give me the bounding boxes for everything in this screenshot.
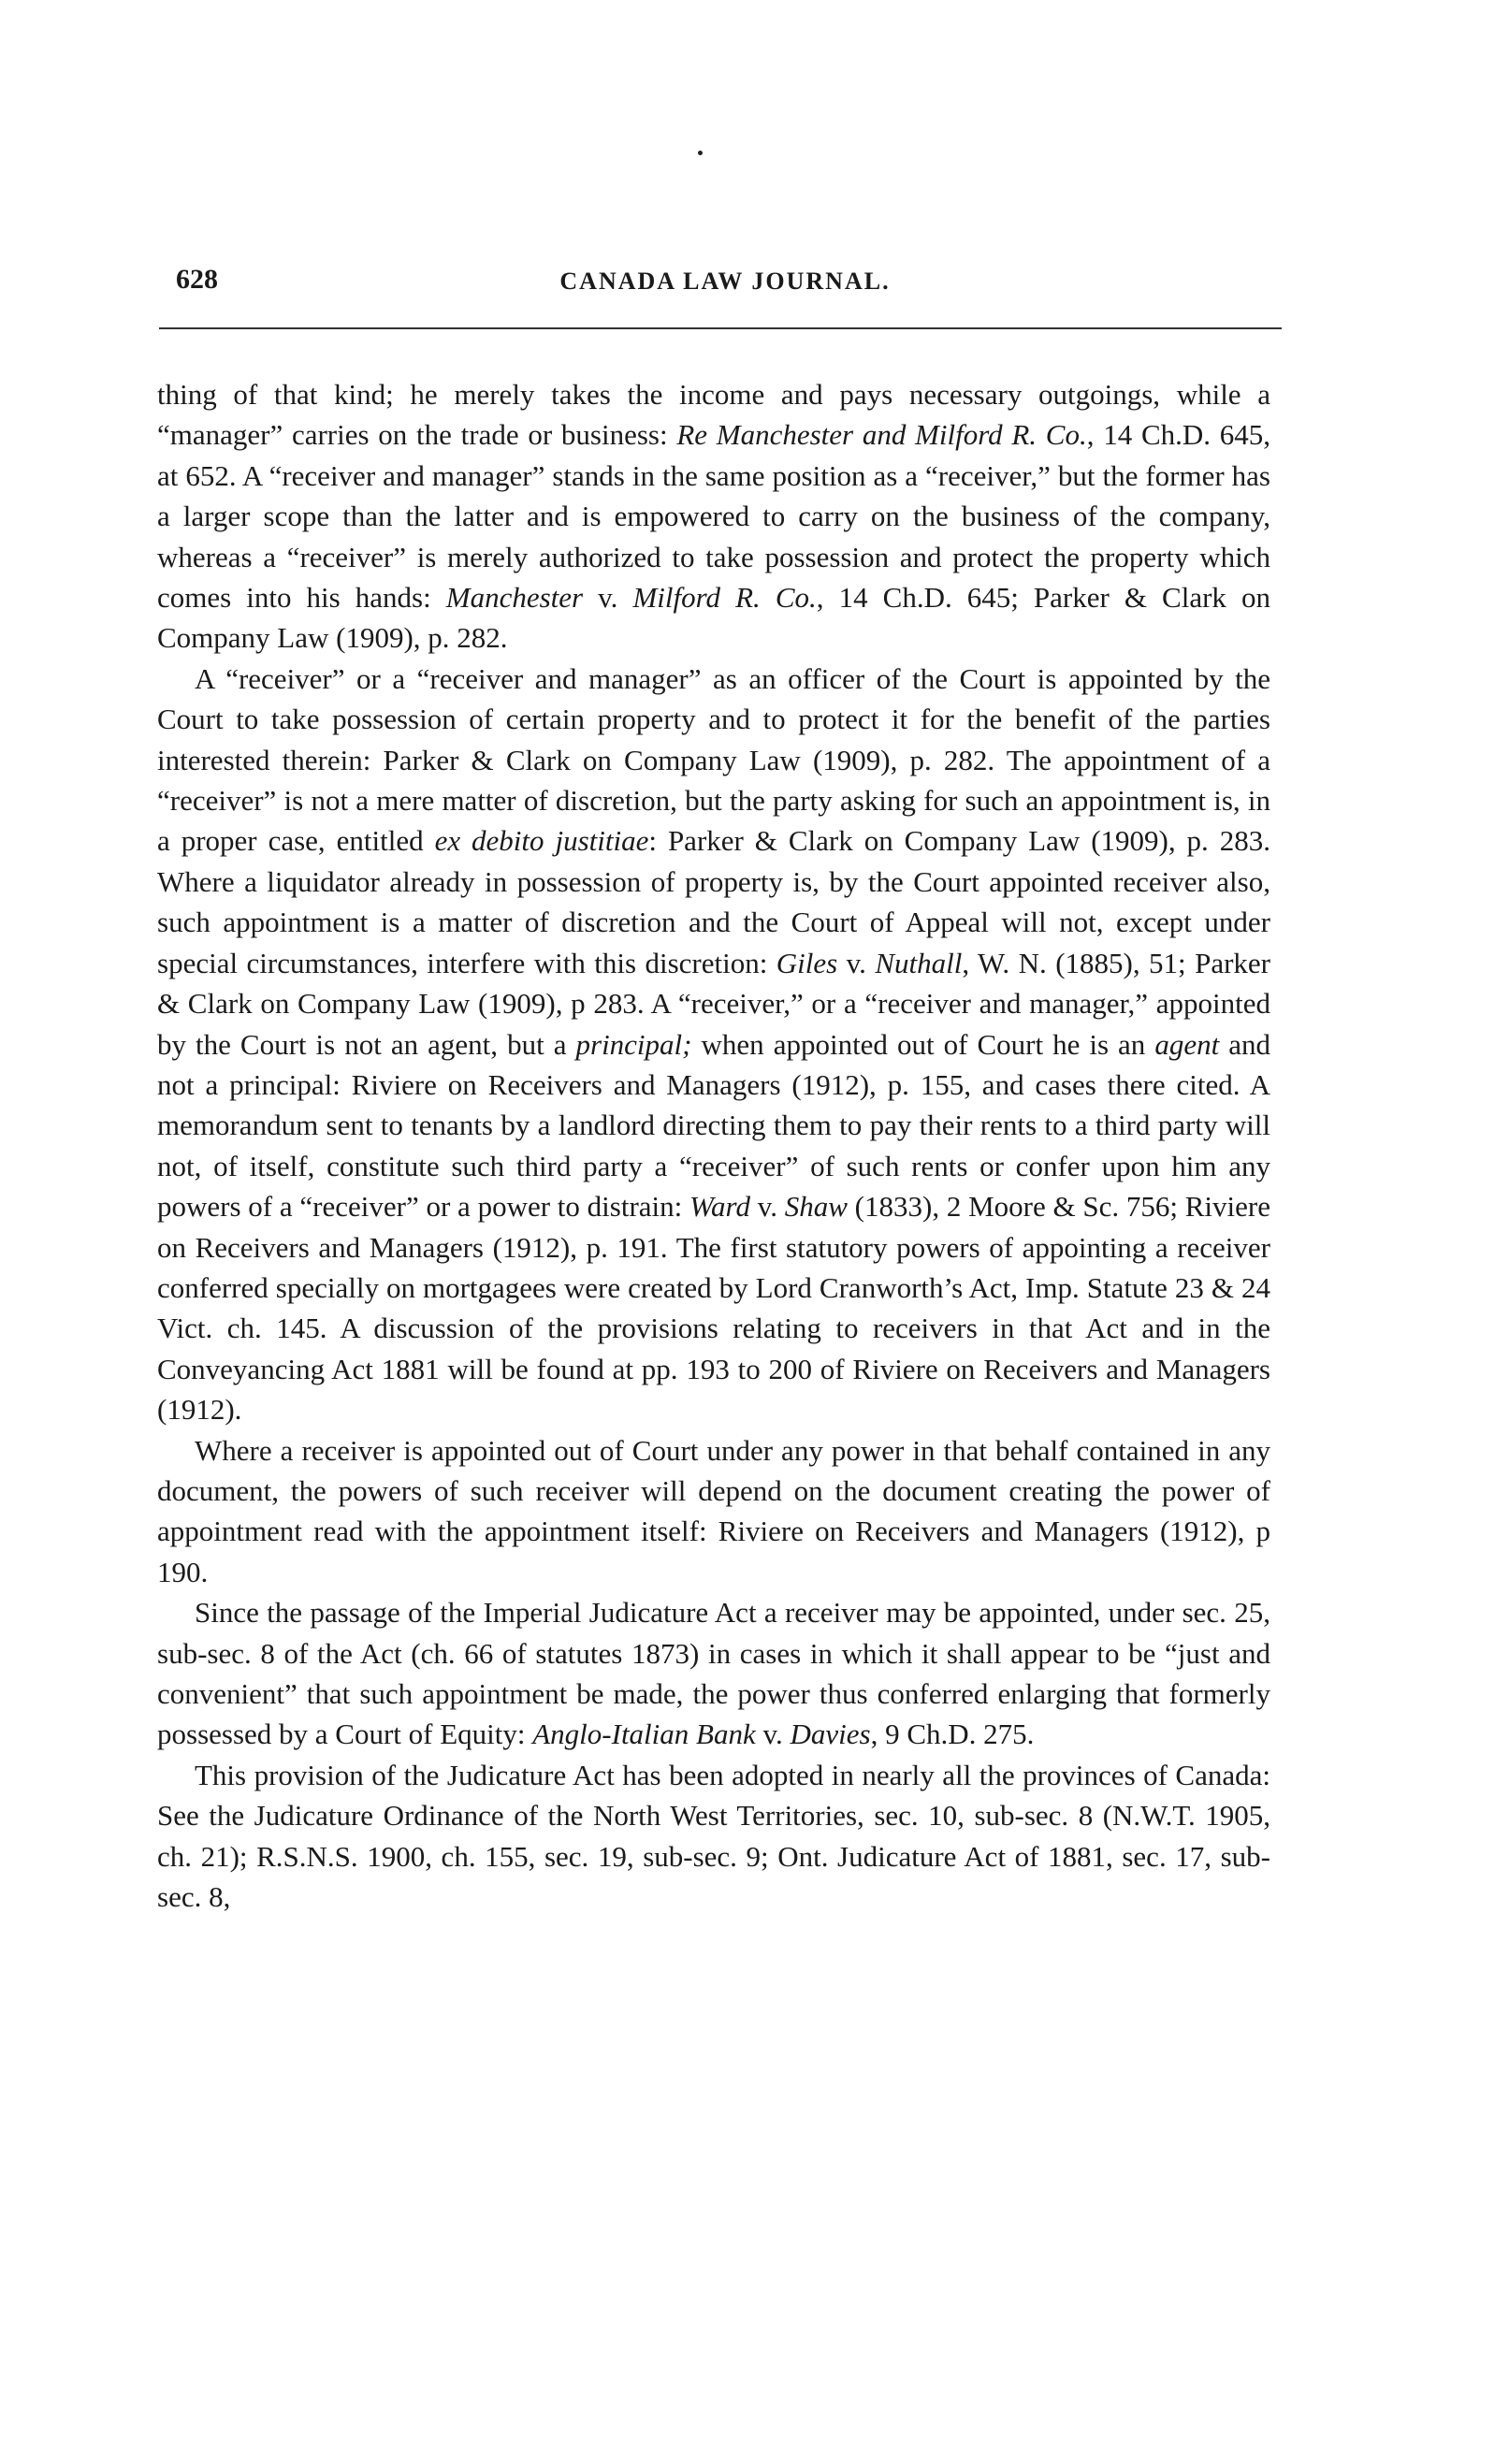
- case-citation-italic: Milford R. Co.: [632, 581, 817, 615]
- header-rule: [159, 327, 1282, 329]
- case-citation-italic: Davies: [790, 1718, 871, 1751]
- running-title: CANADA LAW JOURNAL.: [559, 268, 891, 295]
- case-citation-italic: principal;: [575, 1027, 692, 1061]
- paragraph-text: v.: [749, 1190, 785, 1224]
- case-citation-italic: Re Manchester and Milford R. Co.: [676, 418, 1087, 452]
- body-text: [157, 374, 1270, 1917]
- paragraph: [157, 1592, 1270, 1755]
- paragraph-text: thing of that kind; he merely takes the income and pays necessary outgoings, while a “manager” carries on the trade or business:: [157, 378, 1270, 452]
- case-citation-italic: ex debito justitiae: [434, 824, 649, 858]
- case-citation-italic: Shaw: [784, 1190, 848, 1224]
- paragraph-text: , 9 Ch.D. 275.: [870, 1718, 1035, 1751]
- case-citation-italic: Giles: [776, 946, 838, 979]
- paragraph-text: when appointed out of Court he is an: [691, 1027, 1155, 1061]
- paragraph: [157, 1430, 1270, 1593]
- case-citation-italic: agent: [1154, 1027, 1220, 1061]
- paragraph-text: v.: [755, 1718, 791, 1751]
- paragraph: [157, 374, 1270, 659]
- paragraph-text: This provision of the Judicature Act has been adopted in nearly all the provinces of Canada: See the Judicature Ordinance of the North West Territories, sec. 10, sub-sec. 8 (N.W.T. 1905, ch. 21); R.S.N.S. 1900, ch. 155, sec. 19, sub-sec. 9; Ont. Judicature Act of 1881, sec. 17, sub-sec. 8,: [157, 1758, 1270, 1914]
- paragraph-text: : Parker & Clark on Company Law (1909), p. 283. Where a liquidator already in possession of property is, by the Court appointed receiver also, such appointment is a matter of discretion and the Court of Appeal will not, except under special circumstances, interfere with this discretion:: [157, 824, 1271, 979]
- paragraph: [157, 659, 1270, 1430]
- page-header: [159, 264, 1291, 301]
- paragraph: [157, 1755, 1270, 1918]
- case-citation-italic: Manchester: [445, 581, 584, 615]
- paragraph-text: v.: [583, 581, 633, 615]
- paragraph-text: Since the passage of the Imperial Judicature Act a receiver may be appointed, under sec. 25, sub-sec. 8 of the Act (ch. 66 of statutes 1873) in cases in which it shall appear to be “just and convenient” that such appointment be made, the power thus conferred enlarging that formerly possessed by a Court of Equity:: [157, 1596, 1270, 1751]
- print-mark: [698, 151, 703, 155]
- paragraph-text: , 14 Ch.D. 645; Parker & Clark on Company Law (1909), p. 282.: [157, 581, 1270, 655]
- case-citation-italic: Nuthall: [875, 946, 963, 979]
- case-citation-italic: Anglo-Italian Bank: [532, 1718, 756, 1751]
- paragraph-text: and not a principal: Riviere on Receivers and Managers (1912), p. 155, and cases there cited. A memorandum sent to tenants by a landlord directing them to pay their rents to a third party will not, of itself, constitute such third party a “receiver” of such rents or confer upon him any powers of a “receiver” or a power to distrain:: [157, 1027, 1271, 1224]
- paragraph-text: (1833), 2 Moore & Sc. 756; Riviere on Receivers and Managers (1912), p. 191. The first statutory powers of appointing a receiver conferred specially on mortgagees were created by Lord Cranworth’s Act, Imp. Statute 23 & 24 Vict. ch. 145. A discussion of the provisions relating to receivers in that Act and in the Conveyancing Act 1881 will be found at pp. 193 to 200 of Riviere on Receivers and Managers (1912).: [157, 1190, 1270, 1427]
- paragraph-text: v.: [837, 946, 876, 979]
- case-citation-italic: Ward: [689, 1190, 750, 1224]
- paragraph-text: Where a receiver is appointed out of Court under any power in that behalf contained in any document, the powers of such receiver will depend on the document creating the power of appointment read with the appointment itself: Riviere on Receivers and Managers (1912), p 190.: [157, 1433, 1270, 1588]
- page-number: 628: [176, 264, 218, 295]
- paragraph-text: A “receiver” or a “receiver and manager” as an officer of the Court is appointed by the Court to take possession of certain property and to protect it for the benefit of the parties interested therein: Parker & Clark on Company Law (1909), p. 282. The appointment of a “receiver” is not a mere matter of discretion, but the party asking for such an appointment is, in a proper case, entitled: [157, 661, 1270, 858]
- paragraph-text: , 14 Ch.D. 645, at 652. A “receiver and manager” stands in the same position as a “receiver,” but the former has a larger scope than the latter and is empowered to carry on the business of the company, whereas a “receiver” is merely authorized to take possession and protect the property which comes into his hands:: [157, 418, 1270, 615]
- paragraph-text: , W. N. (1885), 51; Parker & Clark on Company Law (1909), p 283. A “receiver,” or a “receiver and manager,” appointed by the Court is not an agent, but a: [157, 946, 1270, 1061]
